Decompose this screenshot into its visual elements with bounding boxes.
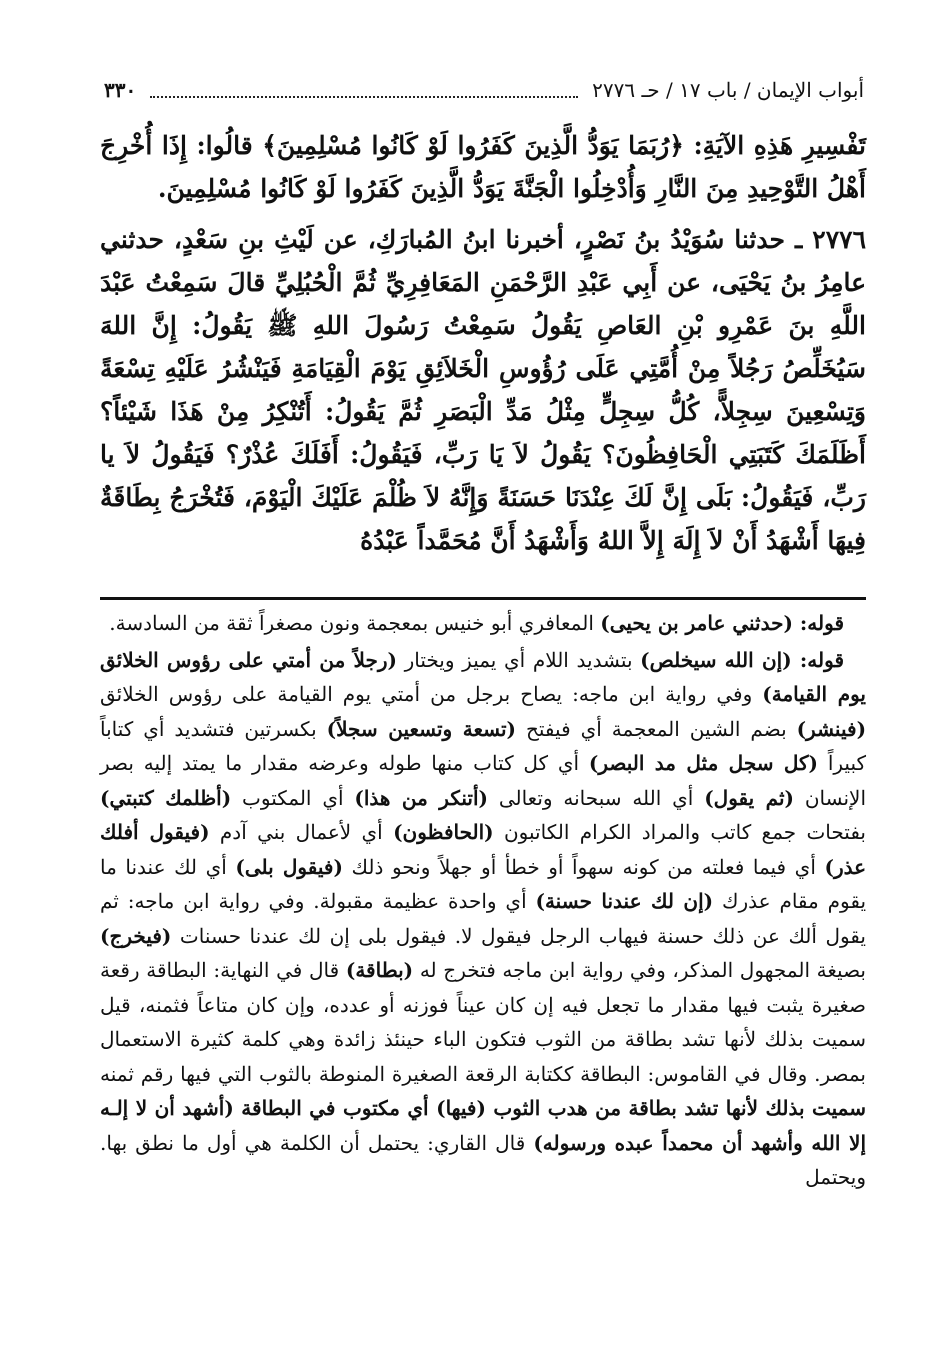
note-text: بضم الشين المعجمة أي فيفتح [525, 716, 787, 741]
note-text: أي لك عندنا ما يقوم مقام عذرك [100, 854, 867, 913]
note-text: بكسرتين فتشديد أي كتاباً كبيراً [100, 716, 866, 775]
footnote-divider [100, 597, 866, 600]
commentary-note-1 [100, 606, 866, 641]
main-text [100, 124, 866, 570]
note-text: وفي رواية ابن ماجه: يصاح برجل من أمتي يوم القيامة على رؤوس الخلائق [100, 682, 753, 706]
note-text: أي المكتوب [242, 785, 344, 810]
note-quote: (فيقول أفلك عذر) [100, 820, 867, 879]
note-text: أي لأعمال بني آدم [219, 820, 383, 844]
main-paragraph-2 [100, 218, 866, 562]
note-quote: (كل سجل مثل مد البصر) [588, 751, 819, 775]
chapter-reference: أبواب الإيمان / باب ١٧ / حـ ٢٧٧٦ [592, 78, 864, 102]
note-lead: قوله: (إن الله سيخلص) [640, 647, 845, 672]
note-quote: (بطاقة) [345, 958, 414, 982]
note-quote: (تسعة وتسعين سجلاً) [326, 716, 517, 741]
note-text: أي كل كتاب منها طوله وعرضه مقدار ما يمتد إليه بصر الإنسان [100, 751, 867, 810]
note-text: قال القاري: يحتمل أن الكلمة هي أول ما نطق بها. ويحتمل [100, 1130, 866, 1189]
hadith-text: حدثنا سُوَيْدُ بنُ نَصْرٍ، أخبرنا ابنُ المُبارَكِ، عن لَيْثِ بنِ سَعْدٍ، حدثني عامِرُ بنُ يَحْيَى، عن أَبِي عَبْدِ الرَّحْمَنِ المَعَافِرِيِّ ثُمَّ الْحُبُلِيِّ قالَ سَمِعْتُ عَبْدَ اللَّهِ بنَ عَمْرِو بْنِ العَاصِ يَقُولُ سَمِعْتُ رَسُولَ اللهِ ﷺ يَقُولُ: إِنَّ اللهَ سَيُخَلِّصُ رَجُلاً مِنْ أُمَّتِي عَلَى رُؤُوسِ الْخَلاَئِقِ يَوْمَ الْقِيَامَةِ فَيَنْشُرُ عَلَيْهِ تِسْعَةً وَتِسْعِينَ سِجِلاًّ، كُلُّ سِجِلٍّ مِثْلُ مَدِّ الْبَصَرِ ثُمَّ يَقُولُ: أَتُنْكِرُ مِنْ هَذَا شَيْئاً؟ أَظَلَمَكَ كَتَبَتِي الْحَافِظُونَ؟ يَقُولُ لاَ يَا رَبِّ، فَيَقُولُ: أَفَلَكَ عُذْرٌ؟ فَيَقُولُ لاَ يا رَبِّ، فَيَقُولُ: بَلَى إِنَّ لَكَ عِنْدَنَا حَسَنَةً وَإِنَّهُ لاَ ظُلْمَ عَلَيْكَ الْيَوْمَ، فَتُخْرَجُ بِطَاقَةٌ فِيهَا أَشْهَدُ أَنْ لاَ إِلَهَ إِلاَّ اللهُ وَأَشْهَدُ أَنَّ مُحَمَّداً عَبْدُهُ [100, 225, 866, 555]
note-quote: (إن لك عندنا حسنة) [535, 889, 714, 913]
commentary-note-2 [100, 643, 866, 1195]
note-quote: (فينشر) [796, 716, 867, 741]
note-text: أي الله سبحانه وتعالى [498, 785, 694, 810]
note-lead: قوله: (حدثني عامر بن يحيى) [600, 611, 844, 635]
note-text: بصيغة المجهول المذكر، وفي رواية ابن ماجه فتخرج له [419, 958, 866, 982]
note-text: أي فيما فعلته من كونه سهواً أو خطأ أو جهلاً ونحو ذلك [351, 854, 816, 879]
note-text: بتشديد اللام أي يميز ويختار [404, 647, 633, 672]
commentary [100, 606, 866, 1197]
note-quote: (فيخرج) [100, 923, 172, 948]
main-paragraph-1: تَفْسِيرِ هَذِهِ الآيَةِ: ﴿رُبَمَا يَوَدُّ الَّذِينَ كَفَرُوا لَوْ كَانُوا مُسْلِمِينَ﴾ قالُوا: إِذَا أُخْرِجَ أَهْلُ التَّوْحِيدِ مِنَ النَّارِ وَأُدْخِلُوا الْجَنَّةَ يَوَدُّ الَّذِينَ كَفَرُوا لَوْ كَانُوا مُسْلِمِينَ. [100, 131, 866, 203]
note-text: بفتحات جمع كاتب والمراد الكرام الكاتبون [503, 820, 866, 844]
note-quote: (ثم يقول) [704, 785, 795, 810]
page-number: ٣٣٠ [104, 78, 137, 102]
hadith-number: ٢٧٧٦ ـ [794, 225, 866, 254]
note-quote: سميت بذلك لأنها تشد بطاقة من هدب الثوب (فيها) أي مكتوب في البطاقة (أشهد أن لا إلـه إلا الله وأشهد أن محمداً عبده ورسوله) [100, 1096, 867, 1155]
note-quote: (الحافظون) [393, 820, 494, 844]
note-quote: (فيقول بلى) [235, 854, 343, 879]
note-text: أي واحدة عظيمة مقبولة. وفي رواية ابن ماجه: ثم يقول ألك عن ذلك حسنة فيهاب الرجل فيقول لا. فيقول بلى إن لك عندنا حسنات [100, 889, 866, 948]
leader-dots [150, 82, 578, 98]
note-quote: (أتنكر من هذا) [354, 785, 488, 810]
note-text: قال في النهاية: البطاقة رقعة صغيرة يثبت فيها مقدار ما تجعل فيه إن كان عيناً فوزنه أو عدده، وإن كان متاعاً فثمنه، قيل سميت بذلك لأنها تشد بطاقة من الثوب فتكون الباء حينئذ زائدة وهي كلمة كثيرة الاستعمال بمصر. وقال في القاموس: البطاقة ككتابة الرقعة الصغيرة المنوطة بالثوب التي فيها رقم ثمنه [100, 958, 866, 1086]
note-text: المعافري أبو خنيس بمعجمة ونون مصغراً ثقة من السادسة. [109, 611, 594, 635]
note-quote: (أظلمك كتبتي) [100, 785, 232, 810]
running-header [104, 74, 864, 106]
note-quote: (رجلاً من أمتي على رؤوس الخلائق يوم القيامة) [100, 647, 866, 706]
